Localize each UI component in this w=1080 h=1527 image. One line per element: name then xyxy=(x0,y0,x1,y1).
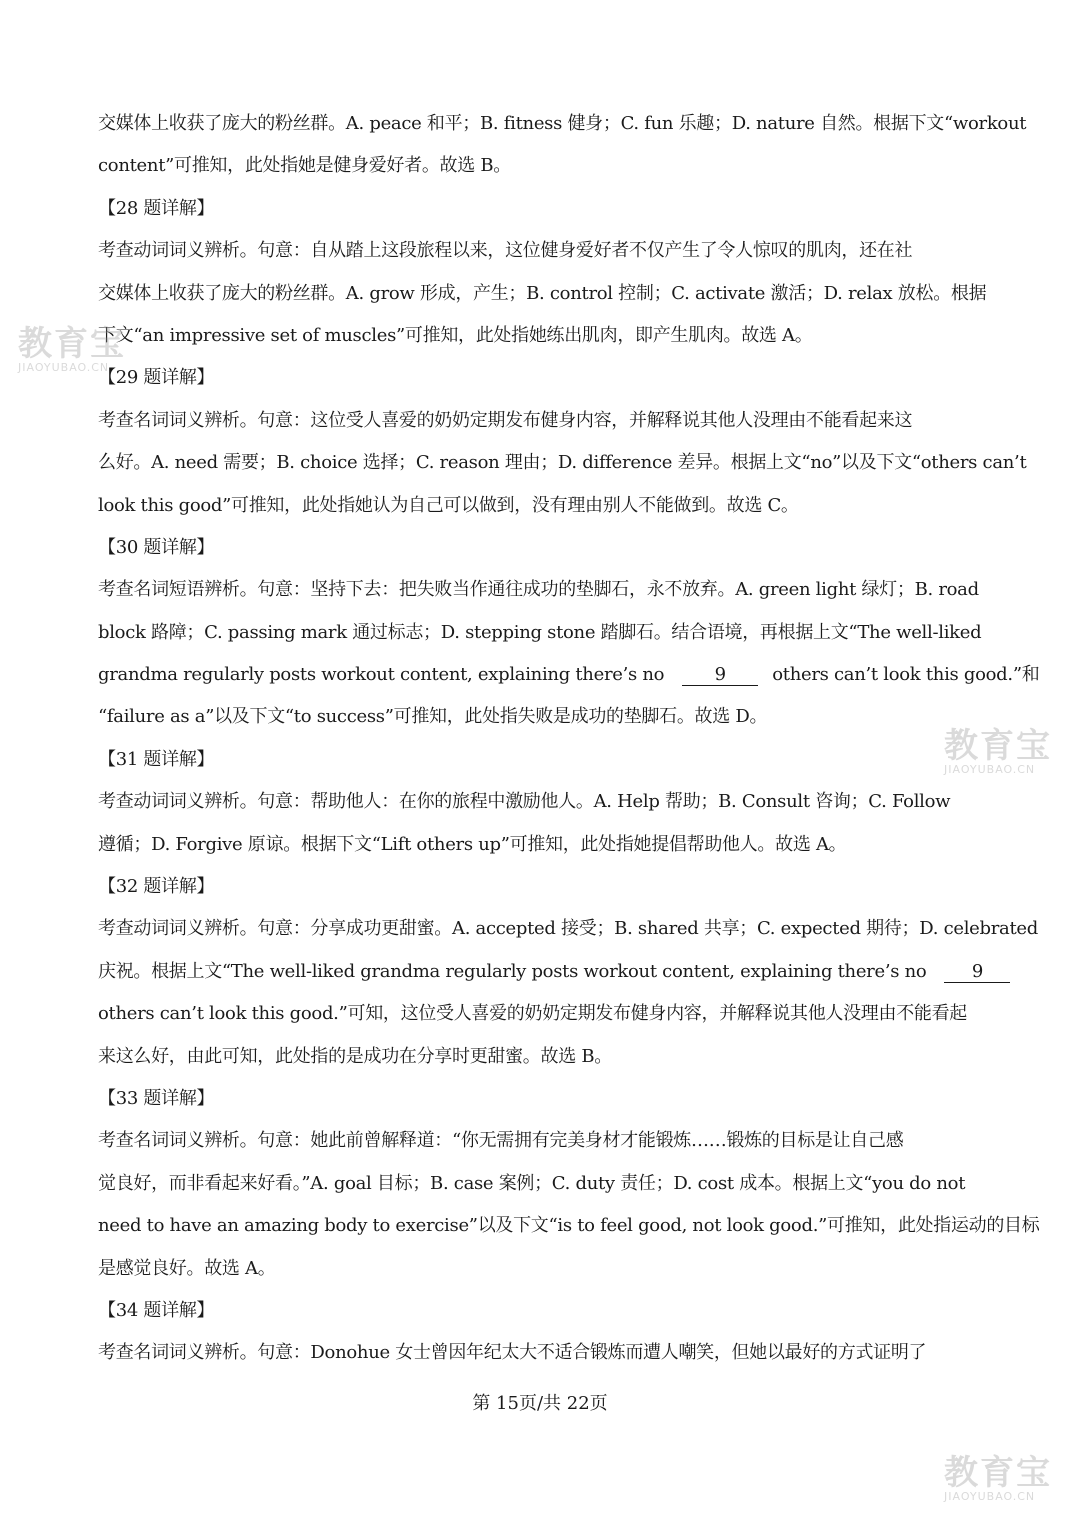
line-text: others can’t look this good.”和 xyxy=(772,664,1040,686)
paragraph-line: 考查动词词义辨析。句意：分享成功更甜蜜。A. accepted 接受；B. shared 共享；C. expected 期待；D. celebrated xyxy=(98,918,1038,940)
paragraph-line: 考查名词词义辨析。句意：这位受人喜爱的奶奶定期发布健身内容，并解释说其他人没理由不能看起来这 xyxy=(98,409,913,431)
paragraph-line: 遵循；D. Forgive 原谅。根据下文“Lift others up”可推知，此处指她提倡帮助他人。故选 A。 xyxy=(98,833,847,855)
paragraph-line: 考查名词词义辨析。句意：她此前曾解释道：“你无需拥有完美身材才能锻炼……锻炼的目标是让自己感 xyxy=(98,1130,904,1152)
question-heading: 【29 题详解】 xyxy=(98,367,215,389)
watermark-logo: 教育宝 JIAOYUBAO.CN xyxy=(944,726,1052,776)
paragraph-line: 考查动词词义辨析。句意：帮助他人：在你的旅程中激励他人。A. Help 帮助；B. Consult 咨询；C. Follow xyxy=(98,791,951,813)
question-heading: 【32 题详解】 xyxy=(98,876,215,898)
fill-blank: 9 xyxy=(682,665,758,686)
paragraph-line: 交媒体上收获了庞大的粉丝群。A. grow 形成，产生；B. control 控制；C. activate 激活；D. relax 放松。根据 xyxy=(98,282,987,304)
paragraph-line xyxy=(98,951,984,993)
question-heading: 【31 题详解】 xyxy=(98,748,215,770)
watermark-logo: 教育宝 JIAOYUBAO.CN xyxy=(944,1453,1052,1503)
question-heading: 【33 题详解】 xyxy=(98,1087,215,1109)
paragraph-line: 考查动词词义辨析。句意：自从踏上这段旅程以来，这位健身爱好者不仅产生了令人惊叹的肌肉，还在社 xyxy=(98,240,913,262)
paragraph-line: need to have an amazing body to exercise”以及下文“is to feel good, not look good.”可推知，此处指运动的目标 xyxy=(98,1215,1040,1237)
paragraph-line: 交媒体上收获了庞大的粉丝群。A. peace 和平；B. fitness 健身；C. fun 乐趣；D. nature 自然。根据下文“workout xyxy=(98,113,1027,134)
page-footer: 第 15页/共 22页 xyxy=(472,1393,608,1414)
paragraph-line: content”可推知，此处指她是健身爱好者。故选 B。 xyxy=(98,155,511,177)
line-text: 庆祝。根据上文“The well-liked grandma regularly posts workout content, explaining there’s no xyxy=(98,960,927,982)
paragraph-line: block 路障；C. passing mark 通过标志；D. stepping stone 踏脚石。结合语境，再根据上文“The well-liked xyxy=(98,621,982,643)
paragraph-line: 下文“an impressive set of muscles”可推知，此处指她练出肌肉，即产生肌肉。故选 A。 xyxy=(98,324,813,346)
paragraph-line: 么好。A. need 需要；B. choice 选择；C. reason 理由；D. difference 差异。根据上文“no”以及下文“others can’t xyxy=(98,452,1027,474)
paragraph-line xyxy=(98,654,1040,696)
question-heading: 【28 题详解】 xyxy=(98,197,215,219)
paragraph-line: look this good”可推知，此处指她认为自己可以做到，没有理由别人不能做到。故选 C。 xyxy=(98,494,799,516)
paragraph-line: 是感觉良好。故选 A。 xyxy=(98,1257,276,1279)
paragraph-line: “failure as a”以及下文“to success”可推知，此处指失败是成功的垫脚石。故选 D。 xyxy=(98,706,768,728)
fill-blank: 9 xyxy=(944,962,1010,983)
paragraph-line: 考查名词短语辨析。句意：坚持下去：把失败当作通往成功的垫脚石，永不放弃。A. green light 绿灯；B. road xyxy=(98,579,979,601)
question-heading: 【30 题详解】 xyxy=(98,536,215,558)
paragraph-line: 觉良好，而非看起来好看。”A. goal 目标；B. case 案例；C. duty 责任；D. cost 成本。根据上文“you do not xyxy=(98,1172,966,1194)
question-heading: 【34 题详解】 xyxy=(98,1299,215,1321)
line-text: grandma regularly posts workout content, explaining there’s no xyxy=(98,664,665,686)
paragraph-line: 考查名词词义辨析。句意：Donohue 女士曾因年纪太大不适合锻炼而遭人嘲笑，但她以最好的方式证明了 xyxy=(98,1342,927,1364)
paragraph-line: 来这么好，由此可知，此处指的是成功在分享时更甜蜜。故选 B。 xyxy=(98,1045,612,1067)
paragraph-line: others can’t look this good.”可知，这位受人喜爱的奶奶定期发布健身内容，并解释说其他人没理由不能看起 xyxy=(98,1003,968,1025)
watermark-logo: 教育宝 JIAOYUBAO.CN xyxy=(18,324,126,374)
